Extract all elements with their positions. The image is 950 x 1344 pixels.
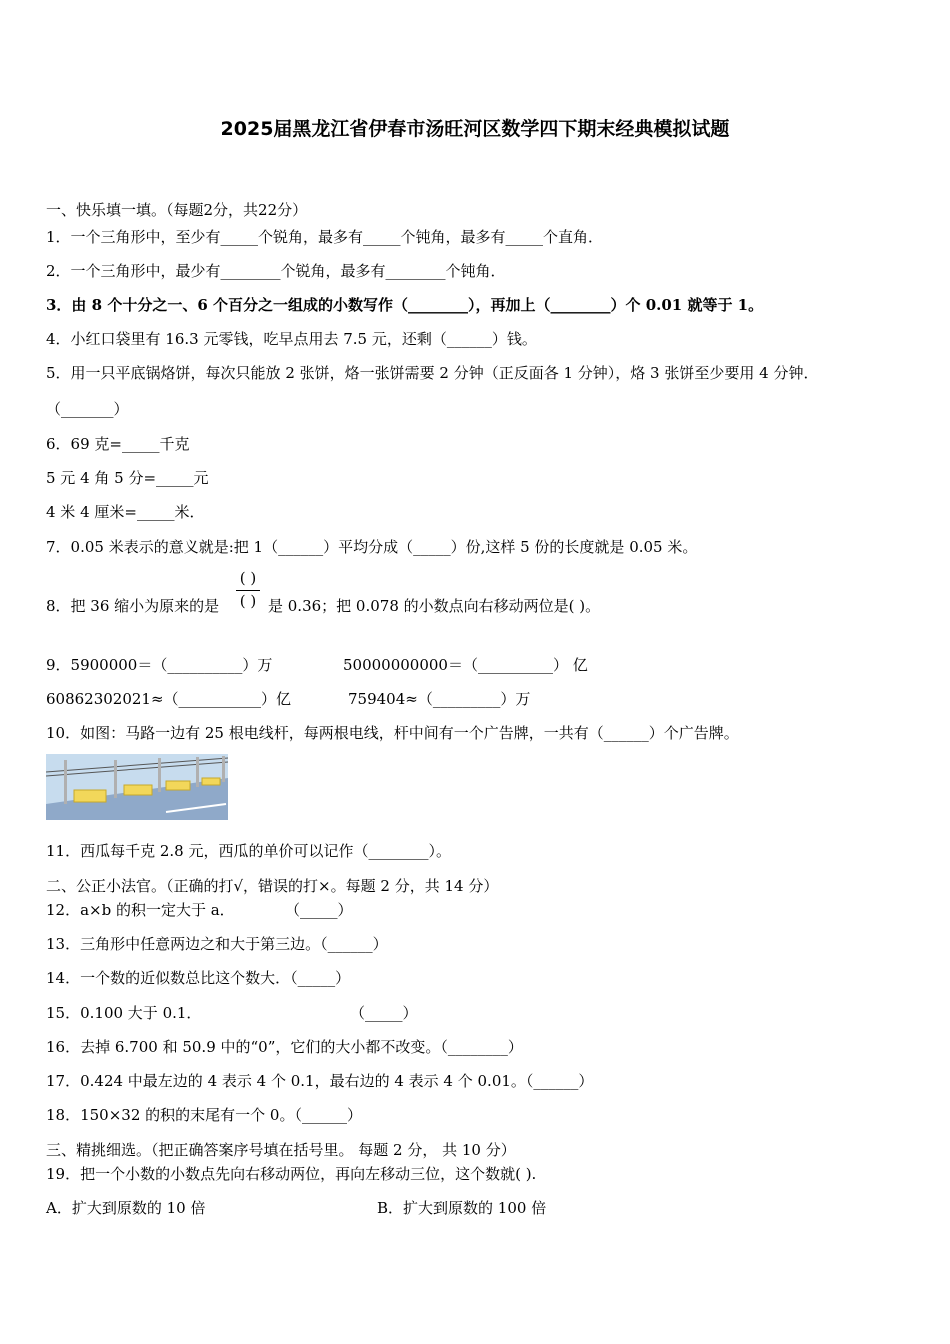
- question-9-a-left: 9．5900000＝（__________）万: [46, 656, 273, 674]
- question-16: 16．去掉 6.700 和 50.9 中的“0”，它们的大小都不改变。（________）: [46, 1038, 523, 1056]
- pole: [222, 756, 225, 782]
- question-3: 3．由 8 个十分之一、6 个百分之一组成的小数写作（________），再加上（________）个 0.01 就等于 1。: [46, 296, 764, 314]
- question-6-c: 4 米 4 厘米=_____米．: [46, 503, 205, 521]
- section-2-heading: 二、公正小法官。（正确的打√，错误的打×。每题 2 分，共 14 分）: [46, 877, 499, 895]
- question-19-option-b: B．扩大到原数的 100 倍: [377, 1199, 547, 1217]
- question-19: 19．把一个小数的小数点先向右移动两位，再向左移动三位，这个数就( ).: [46, 1165, 537, 1183]
- question-14: 14．一个数的近似数总比这个数大．（_____）: [46, 969, 351, 987]
- question-15: 15．0.100 大于 0.1．: [46, 1004, 202, 1022]
- pole: [196, 757, 199, 787]
- question-8-suffix: 是 0.36；把 0.078 的小数点向右移动两位是( )。: [268, 597, 601, 615]
- fraction-numerator: ( ): [239, 569, 257, 587]
- fraction-denominator: ( ): [239, 592, 257, 610]
- question-19-option-a: A．扩大到原数的 10 倍: [46, 1199, 206, 1217]
- section-1-heading: 一、快乐填一填。（每题2分，共22分）: [46, 201, 308, 219]
- question-15-answer: （_____）: [350, 1004, 418, 1022]
- question-11: 11．西瓜每千克 2.8 元，西瓜的单价可以记作（________）。: [46, 842, 451, 860]
- question-12-answer: （_____）: [285, 901, 353, 919]
- question-17: 17．0.424 中最左边的 4 表示 4 个 0.1，最右边的 4 表示 4 个 0.01。（______）: [46, 1072, 594, 1090]
- question-7: 7．0.05 米表示的意义就是:把 1（______）平均分成（_____）份,这样 5 份的长度就是 0.05 米。: [46, 538, 698, 556]
- billboard: [74, 790, 106, 802]
- section-3-heading: 三、精挑细选。（把正确答案序号填在括号里。 每题 2 分， 共 10 分）: [46, 1141, 516, 1159]
- question-5: 5．用一只平底锅烙饼，每次只能放 2 张饼，烙一张饼需要 2 分钟（正反面各 1 分钟），烙 3 张饼至少要用 4 分钟．: [46, 364, 819, 382]
- question-10: 10．如图：马路一边有 25 根电线杆，每两根电线，杆中间有一个广告牌，一共有（______）个广告牌。: [46, 724, 739, 742]
- question-6-a: 6．69 克=_____千克: [46, 435, 190, 453]
- question-9-b-left: 60862302021≈（___________）亿: [46, 690, 292, 708]
- question-9-b-right: 759404≈（_________）万: [348, 690, 531, 708]
- pole: [158, 758, 161, 792]
- question-1: 1．一个三角形中，至少有_____个锐角，最多有_____个钝角，最多有_____个直角．: [46, 228, 604, 246]
- question-8-prefix: 8．把 36 缩小为原来的是: [46, 597, 220, 615]
- billboard: [202, 778, 220, 785]
- question-8-fraction: [232, 568, 264, 611]
- billboard: [166, 781, 190, 790]
- question-13: 13．三角形中任意两边之和大于第三边。（______）: [46, 935, 388, 953]
- pole: [64, 760, 67, 804]
- question-2: 2．一个三角形中，最少有________个锐角，最多有________个钝角．: [46, 262, 506, 280]
- question-4: 4．小红口袋里有 16.3 元零钱，吃早点用去 7.5 元，还剩（______）钱。: [46, 330, 537, 348]
- question-18: 18．150×32 的积的末尾有一个 0。（______）: [46, 1106, 362, 1124]
- question-12: 12．a×b 的积一定大于 a．: [46, 901, 235, 919]
- question-5-answer: （_______）: [46, 400, 129, 418]
- road-illustration: [46, 754, 228, 820]
- pole: [114, 760, 117, 798]
- question-9-a-right: 50000000000＝（__________） 亿: [343, 656, 588, 674]
- question-6-b: 5 元 4 角 5 分=_____元: [46, 469, 209, 487]
- page-title: 2025届黑龙江省伊春市汤旺河区数学四下期末经典模拟试题: [220, 118, 730, 140]
- billboard: [124, 785, 152, 795]
